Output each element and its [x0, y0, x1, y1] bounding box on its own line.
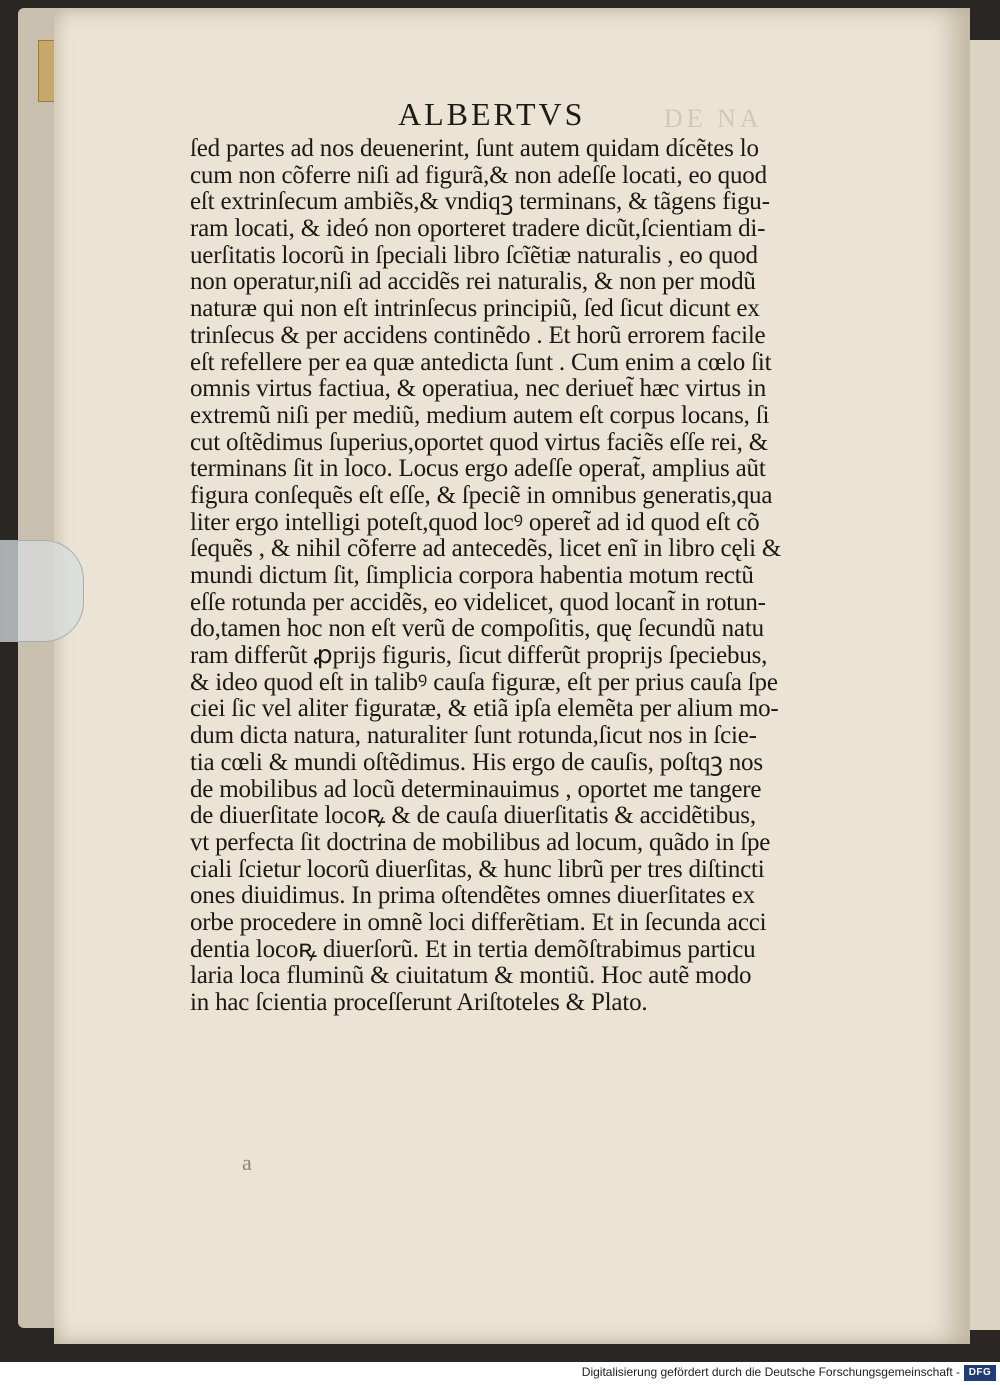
running-head: ALBERTVS — [398, 96, 586, 132]
body-text — [190, 136, 880, 1017]
text-line: ram differũt ꝓprijs figuris, ſicut differũt proprijs ſpeciebus, — [190, 642, 768, 670]
text-line: in hac ſcientia proceſſerunt Ariſtoteles & Plato. — [190, 989, 648, 1016]
facing-page-edge — [968, 40, 1000, 1330]
text-line: terminans ſit in loco. Locus ergo adeſſe operat̃, amplius aũt — [190, 455, 766, 483]
text-line: laria loca fluminũ & ciuitatum & montiũ. Hoc autẽ modo — [190, 962, 752, 990]
text-line: liter ergo intelligi poteſt,quod locꝰ operet̃ ad id quod eſt cõ — [190, 508, 760, 536]
signature-mark: a — [242, 1150, 252, 1175]
text-line: mundi dictum ſit, ſimplicia corpora habentia motum rectũ — [190, 562, 754, 589]
funding-credit: Digitalisierung gefördert durch die Deutsche Forschungsgemeinschaft - — [581, 1365, 960, 1379]
page-clip — [0, 540, 84, 642]
text-line: eſt extrinſecum ambiẽs,& vndiqꝫ terminans, & tãgens figu- — [190, 188, 770, 216]
footer-bar — [0, 1362, 1000, 1385]
text-line: eſſe rotunda per accidẽs, eo videlicet, quod locant̃ in rotun- — [190, 588, 766, 616]
text-line: naturæ qui non eſt intrinſecus principiũ, ſed ſicut dicunt ex — [190, 295, 760, 323]
text-line: dentia locoꝶ diuerſorũ. Et in tertia demõſtrabimus particu — [190, 935, 756, 963]
text-line: omnis virtus factiua, & operatiua, nec deriuet̃ hæc virtus in — [190, 375, 767, 403]
text-line: de mobilibus ad locũ determinauimus , oportet me tangere — [190, 775, 762, 803]
text-line: ſed partes ad nos deuenerint, ſunt autem quidam dícẽtes lo — [190, 135, 759, 162]
text-line: non operatur,niſi ad accidẽs rei naturalis, & non per modũ — [190, 268, 756, 296]
text-line: do,tamen hoc non eſt verũ de compoſitis, quę ſecundũ natu — [190, 615, 764, 643]
text-line: extremũ niſi per mediũ, medium autem eſt corpus locans, ſi — [190, 401, 770, 429]
text-line: eſt refellere per ea quæ antedicta ſunt . Cum enim a cœlo ſit — [190, 348, 772, 376]
text-line: ciali ſcietur locorũ diuerſitas, & hunc librũ per tres diſtincti — [190, 855, 765, 883]
text-line: cum non cõferre niſi ad figurã,& non adeſſe locati, eo quod — [190, 161, 767, 189]
text-line: & ideo quod eſt in talibꝰ cauſa figuræ, eſt per prius cauſa ſpe — [190, 668, 778, 696]
text-line: ciei ſic vel aliter figuratæ, & etiã ipſa elemẽta per alium mo- — [190, 695, 779, 723]
text-line: ram locati, & ideó non oporteret tradere dicũt,ſcientiam di- — [190, 215, 766, 243]
text-line: ones diuidimus. In prima oſtendẽtes omnes diuerſitates ex — [190, 882, 755, 910]
text-line: dum dicta natura, naturaliter ſunt rotunda,ſicut nos in ſcie- — [190, 722, 757, 750]
text-line: figura conſequẽs eſt eſſe, & ſpeciẽ in omnibus generatis,qua — [190, 481, 773, 509]
text-line: orbe procedere in omnẽ loci differẽtiam. Et in ſecunda acci — [190, 908, 767, 936]
text-line: ſequẽs , & nihil cõferre ad antecedẽs, licet enĩ in libro cęli & — [190, 535, 782, 563]
text-line: de diuerſitate locoꝶ & de cauſa diuerſitatis & accidẽtibus, — [190, 802, 756, 830]
text-line: uerſitatis locorũ in ſpeciali libro ſcĩẽtiæ naturalis , eo quod — [190, 241, 758, 269]
text-line: cut oſtẽdimus ſuperius,oportet quod virtus faciẽs eſſe rei, & — [190, 428, 768, 456]
text-line: vt perfecta ſit doctrina de mobilibus ad locum, quãdo in ſpe — [190, 828, 771, 856]
text-line: tia cœli & mundi oſtẽdimus. His ergo de cauſis, poſtqꝫ nos — [190, 748, 763, 776]
show-through-head: DE NA — [664, 104, 763, 133]
text-line: trinſecus & per accidens continẽdo . Et horũ errorem facile — [190, 321, 766, 349]
book-cover-edge — [18, 8, 58, 1328]
dfg-logo[interactable]: DFG — [964, 1365, 996, 1381]
